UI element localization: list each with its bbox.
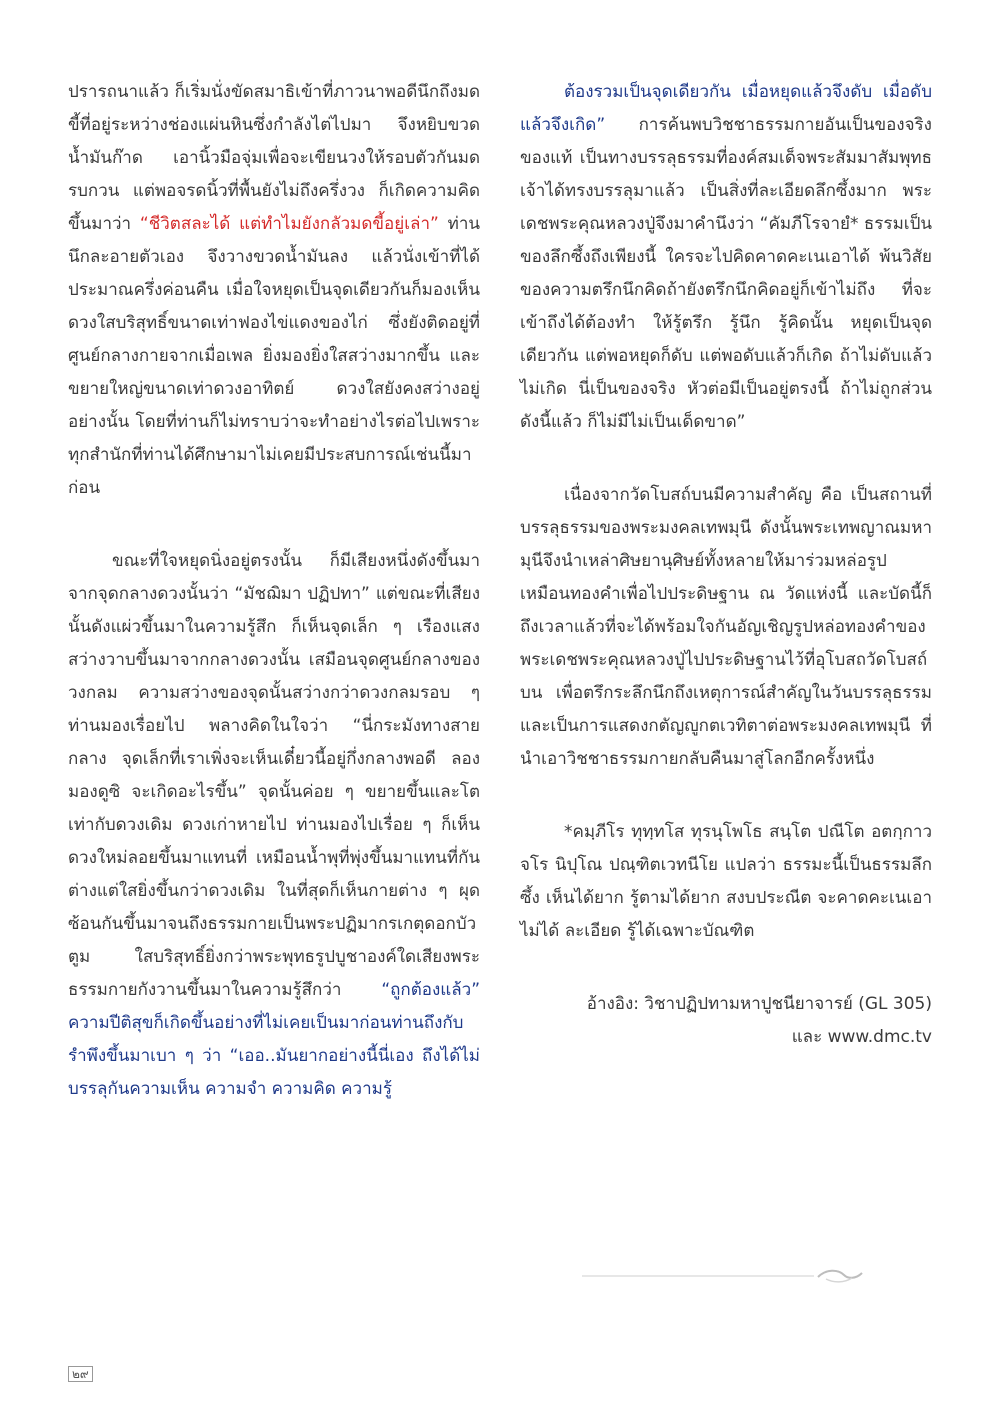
paragraph-text: ท่านนึกละอายตัวเอง จึงวางขวดน้ำมันลง แล้วนั่งเข้าที่ได้ประมาณครึ่งค่อนคืน เมื่อใจหยุดเป็นจุดเดียวกันก็มองเห็นดวงใสบริสุทธิ์ขนาดเท่าฟองไข่แดงของไก่ ซึ่งยังติดอยู่ที่ศูนย์กลางกายจากเมื่อเพล ยิ่งมองยิ่งใสสว่างมากขึ้น และขยายใหญ่ขนาดเท่าดวงอาทิตย์ ดวงใสยังคงสว่างอยู่อย่างนั้น โดยที่ท่านก็ไม่ทราบว่าจะทำอย่างไรต่อไปเพราะทุกสำนักที่ท่านได้ศึกษามาไม่เคยมีประสบการณ์เช่นนี้มาก่อน <box>68 214 480 498</box>
right-paragraph-1 <box>520 76 932 439</box>
page-number: ๒๙ <box>68 1366 93 1382</box>
paragraph-text: ปรารถนาแล้ว ก็เริ่มนั่งขัดสมาธิเข้าที่ภาวนาพอดีนึกถึงมดขี้ที่อยู่ระหว่างช่องแผ่นหินซึ่งกำลังไต่ไปมา จึงหยิบขวดน้ำมันก๊าด เอานิ้วมือจุ่มเพื่อจะเขียนวงให้รอบตัวกันมดรบกวน แต่พอจรดนิ้วที่พื้นยังไม่ถึงครึ่งวง ก็เกิดความคิดขึ้นมาว่า <box>68 82 480 234</box>
red-quote: “ชีวิตสละได้ แต่ทำไมยังกลัวมดขี้อยู่เล่า” <box>139 214 439 234</box>
right-column <box>520 76 932 1054</box>
blue-quote: “ถูกต้องแล้ว” ความปีติสุขก็เกิดขึ้นอย่างที่ไม่เคยเป็นมาก่อนท่านถึงกับรำพึงขึ้นมาเบา ๆ ว่า “เออ..มันยากอย่างนี้นี่เอง ถึงได้ไม่บรรลุกันความเห็น ความจำ ความคิด ความรู้ <box>68 980 480 1099</box>
reference <box>520 988 932 1054</box>
reference-line-2: และ www.dmc.tv <box>791 1027 932 1047</box>
paragraph-text: ขณะที่ใจหยุดนิ่งอยู่ตรงนั้น ก็มีเสียงหนึ่งดังขึ้นมาจากจุดกลางดวงนั้นว่า “มัชฌิมา ปฏิปทา” แต่ขณะที่เสียงนั้นดังแผ่วขึ้นมาในความรู้สึก ก็เห็นจุดเล็ก ๆ เรืองแสง สว่างวาบขึ้นมาจากกลางดวงนั้น เสมือนจุดศูนย์กลางของวงกลม ความสว่างของจุดนั้นสว่างกว่าดวงกลมรอบ ๆ ท่านมองเรื่อยไป พลางคิดในใจว่า “นี่กระมังทางสายกลาง จุดเล็กที่เราเพิ่งจะเห็นเดี๋ยวนี้อยู่กึ่งกลางพอดี ลองมองดูซิ จะเกิดอะไรขึ้น” จุดนั้นค่อย ๆ ขยายขึ้นและโตเท่ากับดวงเดิม ดวงเก่าหายไป ท่านมองไปเรื่อย ๆ ก็เห็นดวงใหม่ลอยขึ้นมาแทนที่ เหมือนน้ำพุที่พุ่งขึ้นมาแทนที่กัน ต่างแต่ใสยิ่งขึ้นกว่าดวงเดิม ในที่สุดก็เห็นกายต่าง ๆ ผุดซ้อนกันขึ้นมาจนถึงธรรมกายเป็นพระปฏิมากรเกตุดอกบัวตูม ใสบริสุทธิ์ยิ่งกว่าพระพุทธรูปบูชาองค์ใดเสียงพระธรรมกายกังวานขึ้นมาในความรู้สึกว่า <box>68 551 480 1000</box>
left-paragraph-1 <box>68 76 480 505</box>
paragraph-text: การค้นพบวิชชาธรรมกายอันเป็นของจริงของแท้ เป็นทางบรรลุธรรมที่องค์สมเด็จพระสัมมาสัมพุทธเจ้าได้ทรงบรรลุมาแล้ว เป็นสิ่งที่ละเอียดลึกซึ้งมาก พระเดชพระคุณหลวงปู่จึงมาคำนึงว่า “คัมภีโรจายํ* ธรรมเป็นของลึกซึ้งถึงเพียงนี้ ใครจะไปคิดคาดคะเนเอาได้ พ้นวิสัยของความตรึกนึกคิดถ้ายังตรึกนึกคิดอยู่ก็เข้าไม่ถึง ที่จะเข้าถึงได้ต้องทำ ให้รู้ตรึก รู้นึก รู้คิดนั้น หยุดเป็นจุดเดียวกัน แต่พอหยุดก็ดับ แต่พอดับแล้วก็เกิด ถ้าไม่ดับแล้วไม่เกิด นี่เป็นของจริง หัวต่อมีเป็นอยู่ตรงนี้ ถ้าไม่ถูกส่วนดังนี้แล้ว ก็ไม่มีไม่เป็นเด็ดขาด” <box>520 115 932 432</box>
left-column <box>68 76 480 1106</box>
left-paragraph-2 <box>68 545 480 1106</box>
swirl-ornament-icon <box>582 1265 872 1285</box>
blue-quote: ต้องรวมเป็นจุดเดียวกัน เมื่อหยุดแล้วจึงดับ เมื่อดับแล้วจึงเกิด” <box>520 82 932 135</box>
reference-line-1: อ้างอิง: วิชาปฏิปทามหาปูชนียาจารย์ (GL 305) <box>586 994 932 1014</box>
footnote: *คมฺภีโร ทุทฺทโส ทุรนุโพโธ สนฺโต ปณีโต อตกฺกาวจโร นิปุโณ ปณฺฑิตเวทนีโย แปลว่า ธรรมะนี้เป็นธรรมลึกซึ้ง เห็นได้ยาก รู้ตามได้ยาก สงบประณีต จะคาดคะเนเอาไม่ได้ ละเอียด รู้ได้เฉพาะบัณฑิต <box>520 822 932 941</box>
right-paragraph-2: เนื่องจากวัดโบสถ์บนมีความสำคัญ คือ เป็นสถานที่บรรลุธรรมของพระมงคลเทพมุนี ดังนั้นพระเทพญาณมหามุนีจึงนำเหล่าศิษยานุศิษย์ทั้งหลายให้มาร่วมหล่อรูปเหมือนทองคำเพื่อไปประดิษฐาน ณ วัดแห่งนี้ และบัดนี้ก็ถึงเวลาแล้วที่จะได้พร้อมใจกันอัญเชิญรูปหล่อทองคำของพระเดชพระคุณหลวงปู่ไปประดิษฐานไว้ที่อุโบสถวัดโบสถ์บน เพื่อตรึกระลึกนึกถึงเหตุการณ์สำคัญในวันบรรลุธรรม และเป็นการแสดงกตัญญูกตเวทิตาต่อพระมงคลเทพมุนี ที่นำเอาวิชชาธรรมกายกลับคืนมาสู่โลกอีกครั้งหนึ่ง <box>520 485 932 769</box>
